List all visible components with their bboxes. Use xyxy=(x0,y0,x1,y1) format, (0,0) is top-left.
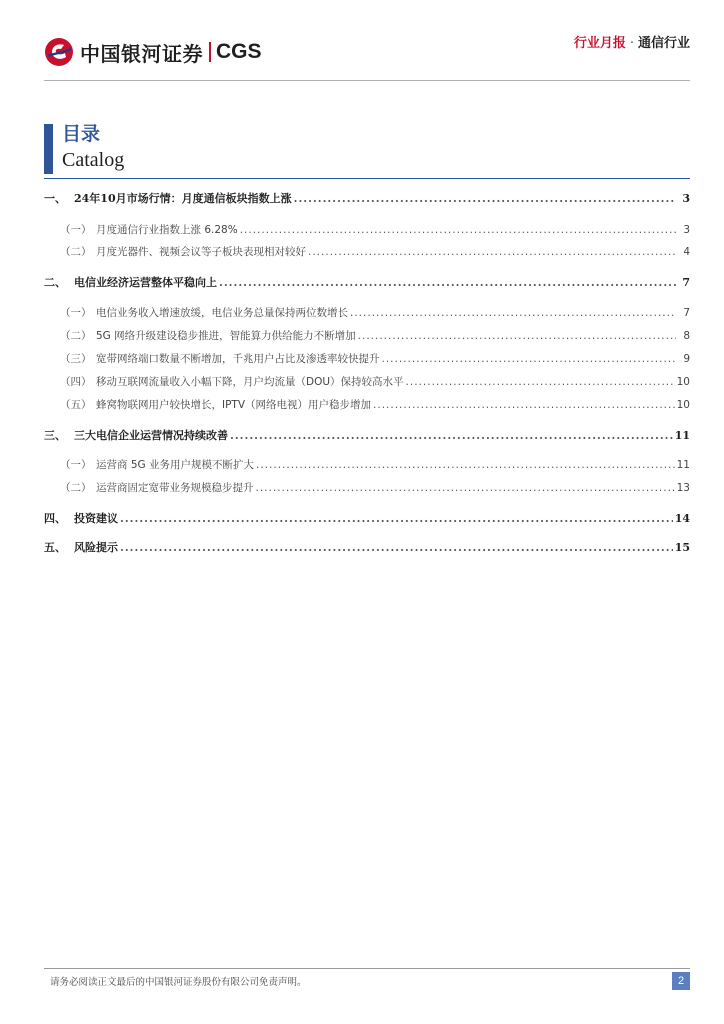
toc-page: 11 xyxy=(674,429,690,442)
toc-leader xyxy=(294,192,676,205)
toc-number: （二） xyxy=(60,482,92,494)
footer-divider xyxy=(44,968,690,969)
toc-leader xyxy=(230,429,673,442)
toc-title: 电信业经济运营整体平稳向上 xyxy=(74,276,217,289)
header-divider xyxy=(44,80,690,81)
toc-title: 投资建议 xyxy=(74,512,118,525)
toc-number: （五） xyxy=(60,399,92,411)
toc-entry[interactable] xyxy=(44,539,690,555)
toc-number: （一） xyxy=(60,459,92,471)
toc-page: 8 xyxy=(683,330,690,342)
toc-title: 移动互联网流量收入小幅下降，月户均流量（DOU）保持较高水平 xyxy=(96,376,404,388)
toc-title: 宽带网络端口数量不断增加，千兆用户占比及渗透率较快提升 xyxy=(96,353,380,365)
catalog-heading xyxy=(44,122,124,174)
logo-chinese-name: 中国银河证券 xyxy=(80,41,203,66)
toc-leader xyxy=(256,482,675,494)
toc-title: 运营商固定宽带业务规模稳步提升 xyxy=(96,482,254,494)
toc-page: 10 xyxy=(676,376,690,388)
toc-page: 13 xyxy=(676,482,690,494)
toc-entry[interactable] xyxy=(44,351,690,366)
toc-entry[interactable] xyxy=(44,457,690,472)
toc-number: （二） xyxy=(60,330,92,342)
report-category: 行业月报 xyxy=(573,36,626,51)
toc-leader xyxy=(219,276,676,289)
report-type-label xyxy=(574,32,690,51)
toc-entry[interactable] xyxy=(44,305,690,320)
toc-page: 11 xyxy=(676,459,690,471)
toc-entry[interactable] xyxy=(44,328,690,343)
toc-page: 4 xyxy=(683,246,690,258)
toc-leader xyxy=(240,224,676,236)
cgs-logo xyxy=(44,36,262,68)
toc-leader xyxy=(120,541,673,554)
page-number-badge: 2 xyxy=(672,972,690,990)
toc-number: 二、 xyxy=(44,276,66,289)
toc-title: 24年10月市场行情：月度通信板块指数上涨 xyxy=(74,192,292,205)
toc-title: 月度通信行业指数上涨 6.28% xyxy=(96,224,238,236)
toc-number: （二） xyxy=(60,246,92,258)
toc-page: 7 xyxy=(683,307,690,319)
toc-title: 风险提示 xyxy=(74,541,118,554)
toc-page: 9 xyxy=(683,353,690,365)
toc-title: 三大电信企业运营情况持续改善 xyxy=(74,429,228,442)
toc-page: 15 xyxy=(674,541,690,554)
toc-number: （三） xyxy=(60,353,92,365)
toc-leader xyxy=(382,353,677,365)
toc-leader xyxy=(358,330,676,342)
toc-page: 3 xyxy=(682,192,690,205)
toc-title: 月度光器件、视频会议等子板块表现相对较好 xyxy=(96,246,306,258)
toc-number: （四） xyxy=(60,376,92,388)
toc-leader xyxy=(406,376,675,388)
toc-number: 四、 xyxy=(44,512,66,525)
toc-title: 5G 网络升级建设稳步推进，智能算力供给能力不断增加 xyxy=(96,330,356,342)
toc-leader xyxy=(120,512,673,525)
report-industry: 通信行业 xyxy=(637,36,690,51)
catalog-title-cn: 目录 xyxy=(62,123,101,145)
toc-leader xyxy=(350,307,676,319)
toc-number: （一） xyxy=(60,307,92,319)
toc-number: 一、 xyxy=(44,192,66,205)
toc-entry[interactable] xyxy=(44,480,690,495)
catalog-title-en: Catalog xyxy=(62,149,125,171)
toc-title: 电信业务收入增速放缓，电信业务总量保持两位数增长 xyxy=(96,307,348,319)
catalog-accent-bar xyxy=(44,124,53,174)
toc-number: （一） xyxy=(60,224,92,236)
toc-entry[interactable] xyxy=(44,244,690,259)
cgs-logo-icon xyxy=(44,37,74,67)
toc-entry[interactable] xyxy=(44,427,690,443)
toc-page: 7 xyxy=(682,276,690,289)
toc-page: 14 xyxy=(674,512,690,525)
toc-number: 三、 xyxy=(44,429,66,442)
toc-leader xyxy=(373,399,675,411)
catalog-divider xyxy=(44,178,690,179)
toc-entry[interactable] xyxy=(44,397,690,412)
toc-leader xyxy=(308,246,676,258)
logo-english-name: CGS xyxy=(216,40,262,63)
toc-entry[interactable] xyxy=(44,222,690,237)
toc-leader xyxy=(256,459,675,471)
logo-separator xyxy=(209,42,211,62)
toc-entry[interactable] xyxy=(44,510,690,526)
toc-number: 五、 xyxy=(44,541,66,554)
toc-title: 蜂窝物联网用户较快增长，IPTV（网络电视）用户稳步增加 xyxy=(96,399,372,411)
toc-entry[interactable] xyxy=(44,274,690,290)
toc-entry[interactable] xyxy=(44,374,690,389)
toc-entry[interactable] xyxy=(44,190,690,206)
toc-title: 运营商 5G 业务用户规模不断扩大 xyxy=(96,459,254,471)
toc-page: 10 xyxy=(676,399,690,411)
report-dot: · xyxy=(629,36,634,51)
toc-page: 3 xyxy=(683,224,690,236)
footer-disclaimer: 请务必阅读正文最后的中国银河证券股份有限公司免责声明。 xyxy=(50,977,307,988)
page-header xyxy=(0,0,724,80)
